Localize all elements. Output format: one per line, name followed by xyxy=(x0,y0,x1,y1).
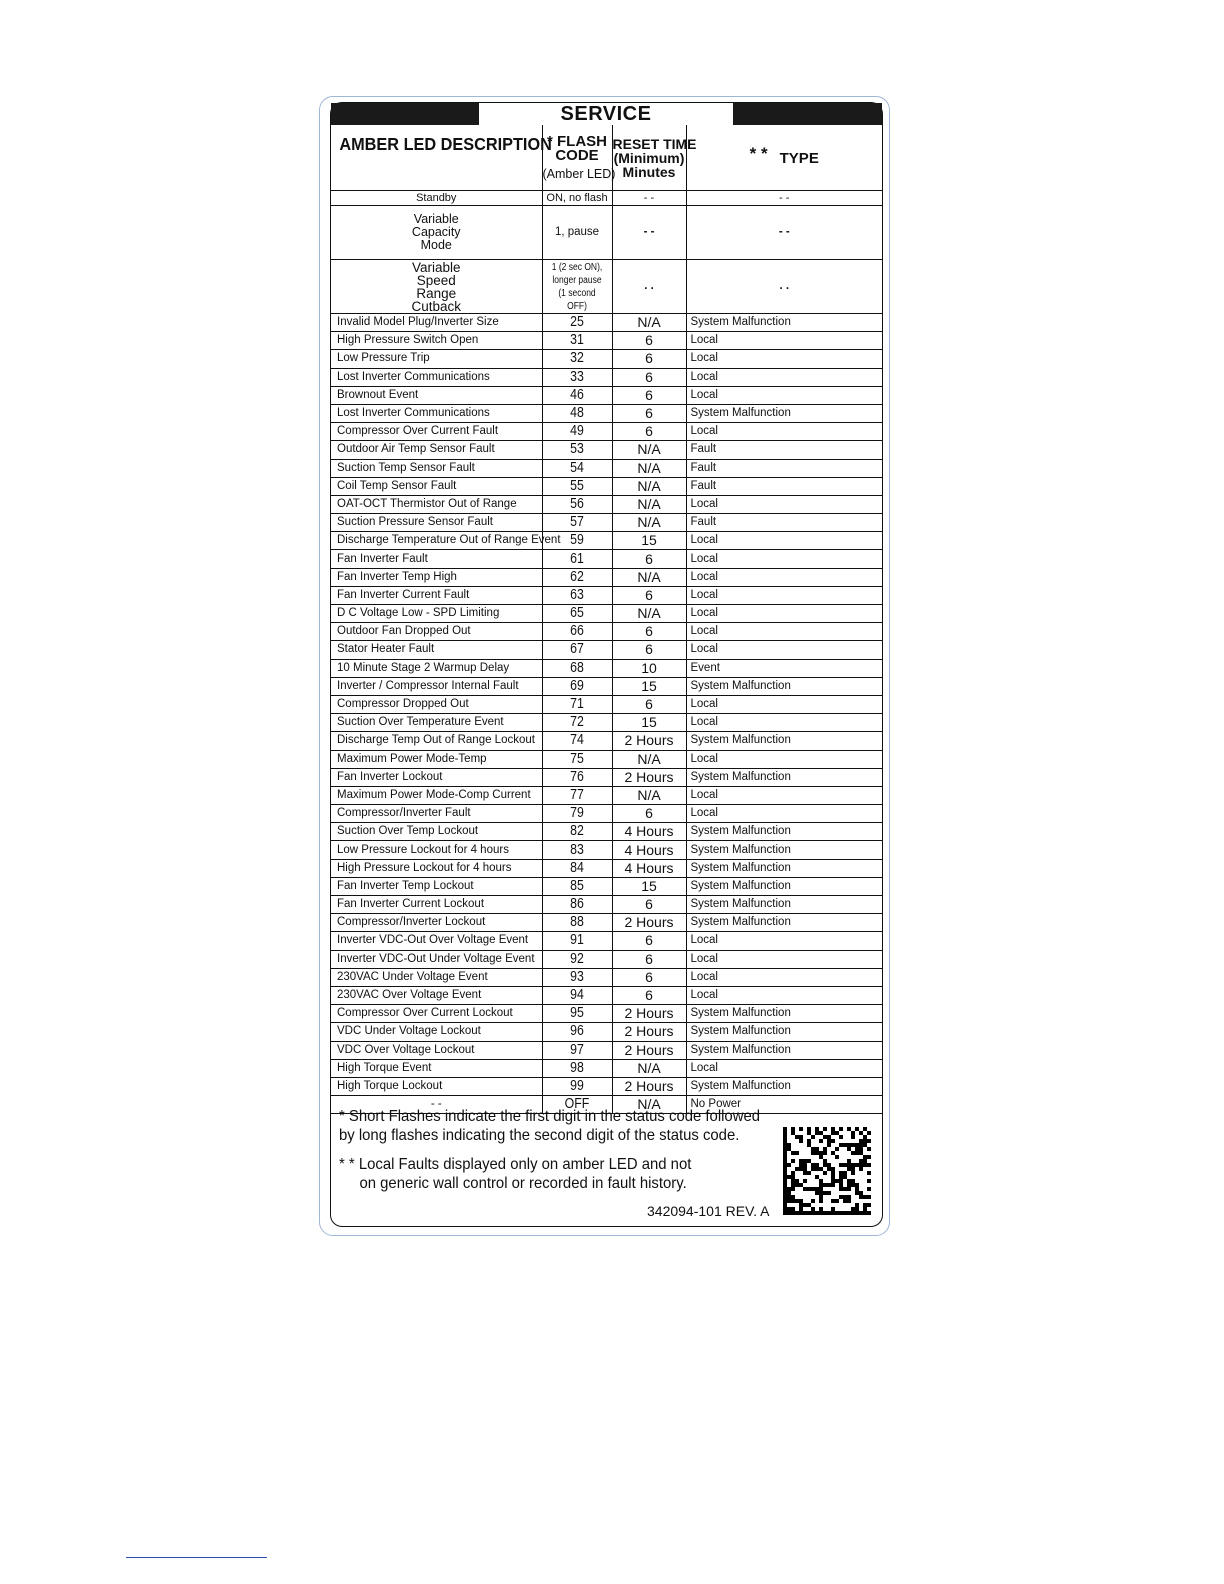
header-flash-line1: * FLASH xyxy=(547,132,607,150)
row-reset-time: 6 xyxy=(612,404,686,422)
vsrc-code-line3: (1 second OFF) xyxy=(558,287,596,312)
table-row xyxy=(331,1059,882,1077)
table-row xyxy=(331,641,882,659)
row-description: Coil Temp Sensor Fault xyxy=(331,477,542,495)
row-flash-code: 94 xyxy=(547,986,607,1004)
row-reset-time: - - xyxy=(612,191,686,206)
row-reset-time: N/A xyxy=(612,1096,686,1114)
row-reset-time: N/A xyxy=(612,514,686,532)
row-description: High Pressure Lockout for 4 hours xyxy=(331,859,542,877)
row-description xyxy=(331,206,542,260)
row-reset-time: 6 xyxy=(612,641,686,659)
row-type: Local xyxy=(686,568,882,586)
table-row xyxy=(331,368,882,386)
row-reset-time: 6 xyxy=(612,932,686,950)
row-description: Brownout Event xyxy=(331,386,542,404)
row-type: - - xyxy=(686,191,882,206)
table-row xyxy=(331,914,882,932)
table-row xyxy=(331,950,882,968)
row-type: No Power xyxy=(686,1096,882,1114)
row-flash-code: 67 xyxy=(547,641,607,659)
table-row xyxy=(331,332,882,350)
row-type: Local xyxy=(686,986,882,1004)
row-description: Compressor Over Current Lockout xyxy=(331,1005,542,1023)
row-description: Maximum Power Mode-Comp Current xyxy=(331,786,542,804)
row-type: Local xyxy=(686,968,882,986)
vsrc-line3: Range xyxy=(416,285,457,301)
vcm-line2: Capacity xyxy=(411,225,461,239)
row-flash-code: 62 xyxy=(547,568,607,586)
row-description: Discharge Temperature Out of Range Event xyxy=(331,532,542,550)
table-row xyxy=(331,586,882,604)
row-description: Outdoor Fan Dropped Out xyxy=(331,623,542,641)
row-flash-code: 91 xyxy=(547,932,607,950)
row-reset-time: N/A xyxy=(612,605,686,623)
header-flash-code xyxy=(542,125,616,191)
row-reset-time: N/A xyxy=(612,441,686,459)
row-flash-code: 53 xyxy=(547,441,607,459)
table-row xyxy=(331,1041,882,1059)
header-type xyxy=(686,125,882,191)
note-1a: * Short Flashes indicate the first digit in the status code followed xyxy=(339,1108,760,1125)
row-reset-time: 6 xyxy=(612,896,686,914)
row-flash-code: 49 xyxy=(547,423,607,441)
row-type: Local xyxy=(686,641,882,659)
row-description: Suction Over Temperature Event xyxy=(331,714,542,732)
footer-link-underline xyxy=(126,1557,267,1558)
row-type: System Malfunction xyxy=(686,404,882,422)
flash-code-table xyxy=(331,125,882,1114)
header-type-label: TYPE xyxy=(779,149,819,167)
row-flash-code: 72 xyxy=(547,714,607,732)
row-flash-code: ON, no flash xyxy=(542,191,612,206)
row-reset-time: 6 xyxy=(612,550,686,568)
row-flash-code: 88 xyxy=(547,914,607,932)
row-flash-code: 76 xyxy=(547,768,607,786)
row-description: High Torque Event xyxy=(331,1059,542,1077)
row-reset-time: 6 xyxy=(612,350,686,368)
table-row xyxy=(331,350,882,368)
row-reset-time: 6 xyxy=(612,332,686,350)
header-reset-time xyxy=(612,125,697,191)
row-type: System Malfunction xyxy=(686,896,882,914)
row-description: Inverter VDC-Out Under Voltage Event xyxy=(331,950,542,968)
row-flash-code: 95 xyxy=(547,1005,607,1023)
table-row xyxy=(331,1077,882,1095)
row-reset-time: 15 xyxy=(612,677,686,695)
service-title: SERVICE xyxy=(479,103,733,125)
row-flash-code: 97 xyxy=(547,1041,607,1059)
row-flash-code: 57 xyxy=(547,514,607,532)
row-flash-code: 66 xyxy=(547,623,607,641)
row-reset-time: 4 Hours xyxy=(612,859,686,877)
row-flash-code: 46 xyxy=(547,386,607,404)
row-type: Local xyxy=(686,386,882,404)
row-type: System Malfunction xyxy=(686,314,882,332)
header-type-stars: * * xyxy=(749,143,768,163)
table-row xyxy=(331,1023,882,1041)
row-description: Discharge Temp Out of Range Lockout xyxy=(331,732,542,750)
row-flash-code: 69 xyxy=(547,677,607,695)
row-type: Local xyxy=(686,332,882,350)
row-description xyxy=(331,260,542,314)
row-reset-time: 10 xyxy=(612,659,686,677)
row-type: System Malfunction xyxy=(686,1077,882,1095)
row-description: VDC Over Voltage Lockout xyxy=(331,1041,542,1059)
row-flash-code: 31 xyxy=(547,332,607,350)
row-flash-code: 54 xyxy=(547,459,607,477)
row-flash-code: 68 xyxy=(547,659,607,677)
table-row xyxy=(331,477,882,495)
row-flash-code: 56 xyxy=(547,495,607,513)
row-type: System Malfunction xyxy=(686,914,882,932)
row-reset-time: 2 Hours xyxy=(612,1005,686,1023)
vcm-line3: Mode xyxy=(420,238,452,252)
row-type: System Malfunction xyxy=(686,1041,882,1059)
row-flash-code: 96 xyxy=(547,1023,607,1041)
row-type: - - xyxy=(686,206,882,260)
table-row xyxy=(331,968,882,986)
row-type: System Malfunction xyxy=(686,841,882,859)
row-description: Compressor Over Current Fault xyxy=(331,423,542,441)
row-type: Local xyxy=(686,932,882,950)
row-description: 10 Minute Stage 2 Warmup Delay xyxy=(331,659,542,677)
note-2a: * * Local Faults displayed only on amber LED and not xyxy=(339,1156,692,1173)
table-row xyxy=(331,695,882,713)
row-description: OAT-OCT Thermistor Out of Range xyxy=(331,495,542,513)
row-reset-time: 6 xyxy=(612,968,686,986)
row-type: Local xyxy=(686,714,882,732)
row-reset-time: 6 xyxy=(612,950,686,968)
row-type: Local xyxy=(686,495,882,513)
row-description: Invalid Model Plug/Inverter Size xyxy=(331,314,542,332)
table-row xyxy=(331,1005,882,1023)
row-reset-time: 15 xyxy=(612,532,686,550)
table-row xyxy=(331,459,882,477)
row-flash-code: 82 xyxy=(547,823,607,841)
row-reset-time: 2 Hours xyxy=(612,1077,686,1095)
row-description: VDC Under Voltage Lockout xyxy=(331,1023,542,1041)
row-description: Fan Inverter Lockout xyxy=(331,768,542,786)
row-reset-time: 6 xyxy=(612,586,686,604)
service-table-card xyxy=(330,102,883,1227)
table-row xyxy=(331,550,882,568)
row-type: Local xyxy=(686,750,882,768)
row-reset-time: N/A xyxy=(612,477,686,495)
table-row xyxy=(331,659,882,677)
table-row xyxy=(331,841,882,859)
row-flash-code: 75 xyxy=(547,750,607,768)
table-row xyxy=(331,768,882,786)
table-row xyxy=(331,495,882,513)
part-number: 342094-101 REV. A xyxy=(647,1203,770,1219)
row-reset-time: N/A xyxy=(612,568,686,586)
row-reset-time: 6 xyxy=(612,805,686,823)
row-description: Inverter VDC-Out Over Voltage Event xyxy=(331,932,542,950)
row-description: Fan Inverter Temp Lockout xyxy=(331,877,542,895)
row-description: D C Voltage Low - SPD Limiting xyxy=(331,605,542,623)
header-reset-line1: RESET TIME xyxy=(612,135,697,152)
row-reset-time: 6 xyxy=(612,986,686,1004)
row-type: System Malfunction xyxy=(686,859,882,877)
row-reset-time: N/A xyxy=(612,495,686,513)
table-row xyxy=(331,568,882,586)
row-flash-code: 32 xyxy=(547,350,607,368)
row-description: Outdoor Air Temp Sensor Fault xyxy=(331,441,542,459)
row-type: System Malfunction xyxy=(686,732,882,750)
table-row xyxy=(331,423,882,441)
row-flash-code: 99 xyxy=(547,1077,607,1095)
row-reset-time: 4 Hours xyxy=(612,841,686,859)
table-row xyxy=(331,986,882,1004)
row-reset-time: 4 Hours xyxy=(612,823,686,841)
row-type: Fault xyxy=(686,441,882,459)
row-flash-code: 84 xyxy=(547,859,607,877)
table-row xyxy=(331,605,882,623)
row-description: 230VAC Under Voltage Event xyxy=(331,968,542,986)
table-row xyxy=(331,386,882,404)
row-reset-time: 6 xyxy=(612,386,686,404)
note-1b: by long flashes indicating the second digit of the status code. xyxy=(339,1127,740,1144)
row-reset-time: 6 xyxy=(612,623,686,641)
row-description: High Torque Lockout xyxy=(331,1077,542,1095)
row-reset-time: N/A xyxy=(612,786,686,804)
row-reset-time: N/A xyxy=(612,750,686,768)
table-row xyxy=(331,823,882,841)
row-type: System Malfunction xyxy=(686,1023,882,1041)
footnotes xyxy=(339,1107,760,1193)
header-flash-sub: (Amber LED) xyxy=(542,166,616,181)
row-description: Fan Inverter Current Fault xyxy=(331,586,542,604)
title-bar xyxy=(331,103,882,125)
row-description: Fan Inverter Fault xyxy=(331,550,542,568)
row-type: Local xyxy=(686,586,882,604)
table-row xyxy=(331,877,882,895)
row-description: Suction Over Temp Lockout xyxy=(331,823,542,841)
row-reset-time: 15 xyxy=(612,714,686,732)
row-type: Local xyxy=(686,368,882,386)
row-description: Suction Temp Sensor Fault xyxy=(331,459,542,477)
row-flash-code: 86 xyxy=(547,896,607,914)
row-type: . . xyxy=(686,260,882,314)
row-type: System Malfunction xyxy=(686,877,882,895)
table-row xyxy=(331,441,882,459)
table-row-variable-speed xyxy=(331,260,882,314)
table-row xyxy=(331,750,882,768)
row-reset-time: 2 Hours xyxy=(612,1023,686,1041)
row-type: Fault xyxy=(686,459,882,477)
header-flash-line2: CODE xyxy=(555,146,599,164)
row-reset-time: . . xyxy=(612,260,686,314)
note-2b: on generic wall control or recorded in fault history. xyxy=(359,1175,687,1192)
row-description: Compressor/Inverter Lockout xyxy=(331,914,542,932)
table-row xyxy=(331,859,882,877)
row-flash-code: 85 xyxy=(547,877,607,895)
row-flash-code: 55 xyxy=(547,477,607,495)
row-type: Local xyxy=(686,532,882,550)
row-description: Inverter / Compressor Internal Fault xyxy=(331,677,542,695)
row-type: System Malfunction xyxy=(686,823,882,841)
row-flash-code: 33 xyxy=(547,368,607,386)
row-type: System Malfunction xyxy=(686,768,882,786)
row-description: 230VAC Over Voltage Event xyxy=(331,986,542,1004)
row-flash-code: 77 xyxy=(547,786,607,804)
row-reset-time: 6 xyxy=(612,423,686,441)
vsrc-code-line1: 1 (2 sec ON), xyxy=(551,261,603,273)
table-row xyxy=(331,805,882,823)
row-flash-code: 98 xyxy=(547,1059,607,1077)
vsrc-line2: Speed xyxy=(416,272,456,288)
row-description: Compressor/Inverter Fault xyxy=(331,805,542,823)
row-type: Local xyxy=(686,623,882,641)
row-flash-code: 48 xyxy=(547,404,607,422)
row-description: Low Pressure Lockout for 4 hours xyxy=(331,841,542,859)
row-reset-time: 6 xyxy=(612,368,686,386)
row-flash-code: 61 xyxy=(547,550,607,568)
row-description: High Pressure Switch Open xyxy=(331,332,542,350)
row-flash-code: 1, pause xyxy=(542,206,612,260)
qr-code-icon xyxy=(783,1127,871,1215)
row-description: Lost Inverter Communications xyxy=(331,368,542,386)
row-flash-code: 74 xyxy=(547,732,607,750)
row-reset-time: N/A xyxy=(612,1059,686,1077)
row-reset-time: 2 Hours xyxy=(612,732,686,750)
row-flash-code: 83 xyxy=(547,841,607,859)
table-row xyxy=(331,786,882,804)
row-reset-time: 2 Hours xyxy=(612,914,686,932)
row-flash-code: 71 xyxy=(547,695,607,713)
row-description: Fan Inverter Temp High xyxy=(331,568,542,586)
row-type: Local xyxy=(686,786,882,804)
table-row-variable-capacity xyxy=(331,206,882,260)
row-reset-time: N/A xyxy=(612,314,686,332)
row-type: Local xyxy=(686,695,882,713)
row-type: System Malfunction xyxy=(686,1005,882,1023)
table-row xyxy=(331,532,882,550)
row-type: Event xyxy=(686,659,882,677)
row-type: Local xyxy=(686,550,882,568)
table-row xyxy=(331,514,882,532)
table-row xyxy=(331,677,882,695)
row-flash-code: OFF xyxy=(547,1096,607,1114)
header-reset-line2: (Minimum) xyxy=(613,149,685,166)
vsrc-line1: Variable xyxy=(411,259,461,275)
table-row xyxy=(331,404,882,422)
row-description: Compressor Dropped Out xyxy=(331,695,542,713)
row-flash-code: 63 xyxy=(547,586,607,604)
row-reset-time: 6 xyxy=(612,695,686,713)
row-description: Standby xyxy=(331,191,542,206)
row-reset-time: 2 Hours xyxy=(612,1041,686,1059)
row-type: Fault xyxy=(686,514,882,532)
row-description: Lost Inverter Communications xyxy=(331,404,542,422)
table-row xyxy=(331,896,882,914)
table-row-standby xyxy=(331,191,882,206)
header-description: AMBER LED DESCRIPTION xyxy=(331,125,527,191)
row-flash-code: 25 xyxy=(547,314,607,332)
row-flash-code: 93 xyxy=(547,968,607,986)
row-type: Local xyxy=(686,1059,882,1077)
table-header-row xyxy=(331,125,882,191)
table-row xyxy=(331,932,882,950)
row-type: System Malfunction xyxy=(686,677,882,695)
row-type: Local xyxy=(686,950,882,968)
row-flash-code xyxy=(547,260,607,314)
row-type: Local xyxy=(686,805,882,823)
header-reset-line3: Minutes xyxy=(622,163,676,180)
vcm-line1: Variable xyxy=(413,212,459,226)
vsrc-line4: Cutback xyxy=(411,298,462,314)
row-description: Stator Heater Fault xyxy=(331,641,542,659)
table-row xyxy=(331,714,882,732)
table-row xyxy=(331,732,882,750)
vsrc-code-line2: longer pause xyxy=(552,274,602,286)
row-type: Local xyxy=(686,605,882,623)
row-description: Maximum Power Mode-Temp xyxy=(331,750,542,768)
row-flash-code: 92 xyxy=(547,950,607,968)
row-reset-time: 15 xyxy=(612,877,686,895)
table-row xyxy=(331,314,882,332)
row-type: Local xyxy=(686,350,882,368)
row-type: Local xyxy=(686,423,882,441)
row-flash-code: 65 xyxy=(547,605,607,623)
row-reset-time: 2 Hours xyxy=(612,768,686,786)
row-description: Fan Inverter Current Lockout xyxy=(331,896,542,914)
row-type: Fault xyxy=(686,477,882,495)
row-description: Suction Pressure Sensor Fault xyxy=(331,514,542,532)
row-description: - - xyxy=(331,1096,542,1114)
row-description: Low Pressure Trip xyxy=(331,350,542,368)
row-flash-code: 79 xyxy=(547,805,607,823)
row-reset-time: - - xyxy=(612,206,686,260)
table-row xyxy=(331,623,882,641)
row-reset-time: N/A xyxy=(612,459,686,477)
row-flash-code: 59 xyxy=(547,532,607,550)
